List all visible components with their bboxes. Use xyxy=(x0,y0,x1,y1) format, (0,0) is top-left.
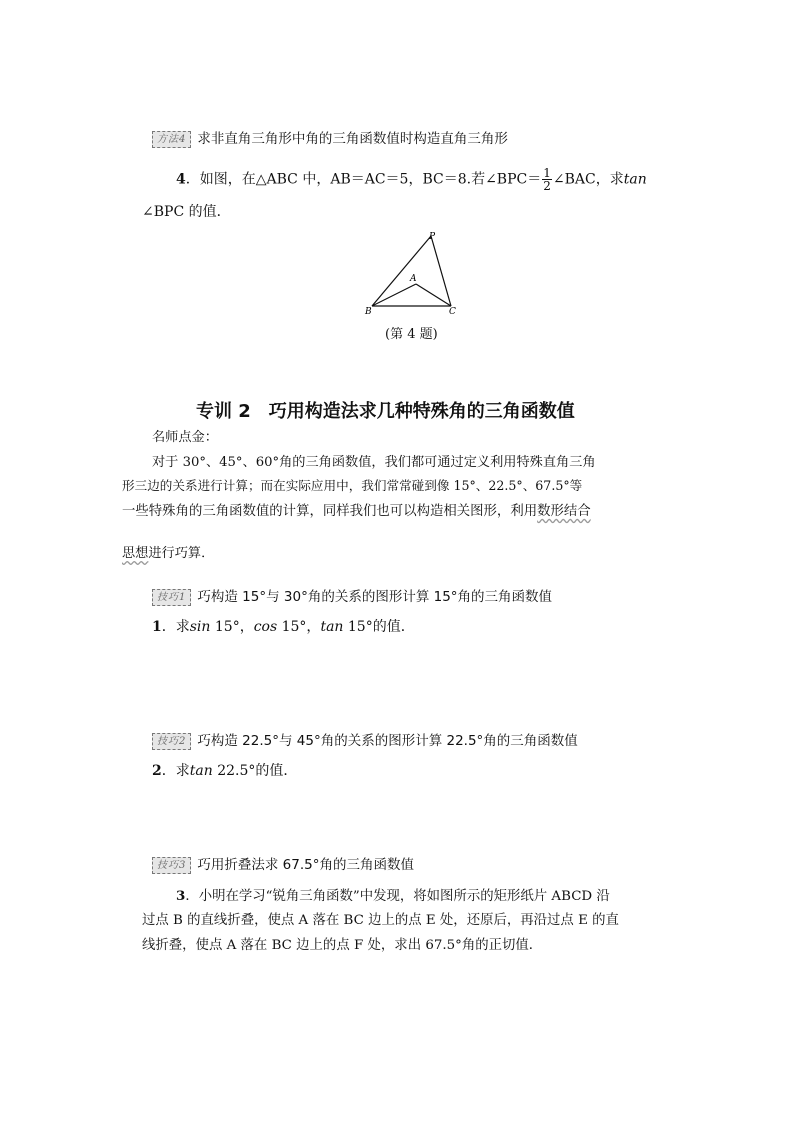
q3-line1-text: ．小明在学习“锐角三角函数”中发现，将如图所示的矩形纸片 ABCD 沿 xyxy=(185,889,610,904)
segment-BP xyxy=(372,236,431,306)
problem4-tan: tan xyxy=(623,171,647,188)
skill3-heading xyxy=(152,855,414,875)
problem4-text-b: ∠BAC，求 xyxy=(552,171,624,188)
skill1-heading xyxy=(152,587,552,607)
tips-line4 xyxy=(122,542,214,566)
skill1-tag: 技巧1 xyxy=(152,589,191,606)
skill2-question xyxy=(152,759,297,783)
figure-caption: (第 4 题) xyxy=(385,327,438,342)
skill1-heading-text: 巧构造 15°与 30°角的关系的图形计算 15°角的三角函数值 xyxy=(197,589,553,605)
triangle-figure xyxy=(360,226,470,320)
q1-number: 1 xyxy=(152,619,162,635)
problem4-line2: ∠BPC 的值． xyxy=(142,204,231,220)
q3-number: 3 xyxy=(176,888,186,904)
skill2-heading xyxy=(152,731,578,751)
method4-heading xyxy=(152,129,508,149)
tips-label: 名师点金： xyxy=(152,430,218,445)
skill3-line2: 过点 B 的直线折叠，使点 A 落在 BC 边上的点 E 处，还原后，再沿过点 E 的直 xyxy=(142,913,619,928)
q2-end: 22.5°的值． xyxy=(212,763,298,779)
problem4-line1 xyxy=(176,167,647,192)
q1-pre: ．求 xyxy=(161,619,190,635)
q1-end: 15°的值． xyxy=(343,619,415,635)
skill2-heading-text: 巧构造 22.5°与 45°角的关系的图形计算 22.5°角的三角函数值 xyxy=(197,733,578,749)
q2-number: 2 xyxy=(152,763,162,779)
label-B: B xyxy=(365,307,372,317)
problem4-text-a: ．如图，在△ABC 中，AB＝AC＝5，BC＝8.若∠BPC＝ xyxy=(185,171,542,188)
tips-emphasis: 数形结合 xyxy=(537,504,591,519)
skill3-heading-text: 巧用折叠法求 67.5°角的三角函数值 xyxy=(197,857,414,873)
fraction-denominator: 2 xyxy=(543,179,551,193)
label-C: C xyxy=(449,307,456,317)
tips-line1: 对于 30°、45°、60°角的三角函数值，我们都可通过定义利用特殊直角三角 xyxy=(152,455,596,470)
fraction-numerator: 1 xyxy=(543,166,551,180)
tips-emphasis-2: 思想 xyxy=(122,546,149,561)
tips-line2: 形三边的关系进行计算；而在实际应用中，我们常常碰到像 15°、22.5°、67.5°等 xyxy=(122,478,583,493)
label-A: A xyxy=(410,274,417,284)
skill2-tag: 技巧2 xyxy=(152,733,191,750)
section-title: 专训 2 巧用构造法求几种特殊角的三角函数值 xyxy=(196,401,575,422)
tips-line3-text: 一些特殊角的三角函数值的计算，同样我们也可以构造相关图形，利用 xyxy=(122,504,538,519)
label-P: P xyxy=(429,232,436,242)
skill3-tag: 技巧3 xyxy=(152,857,191,874)
q2-tan: tan xyxy=(189,763,213,779)
q1-tan: tan xyxy=(320,619,344,635)
problem4-number: 4 xyxy=(176,171,186,188)
skill3-line1 xyxy=(176,884,610,909)
q1-cos: cos xyxy=(253,619,278,635)
skill3-line3: 线折叠，使点 A 落在 BC 边上的点 F 处，求出 67.5°角的正切值． xyxy=(142,938,543,953)
half-fraction xyxy=(542,167,552,192)
tips-line3 xyxy=(122,500,591,524)
method4-tag: 方法4 xyxy=(152,131,191,148)
skill1-question xyxy=(152,615,415,639)
tips-line4-text: 进行巧算． xyxy=(148,546,215,561)
q1-sin: sin xyxy=(189,619,211,635)
q1-mid1: 15°， xyxy=(210,619,254,635)
q2-pre: ．求 xyxy=(161,763,190,779)
method4-heading-text: 求非直角三角形中角的三角函数值时构造直角三角形 xyxy=(197,131,508,147)
segment-BA xyxy=(372,284,416,306)
q1-mid2: 15°， xyxy=(277,619,321,635)
